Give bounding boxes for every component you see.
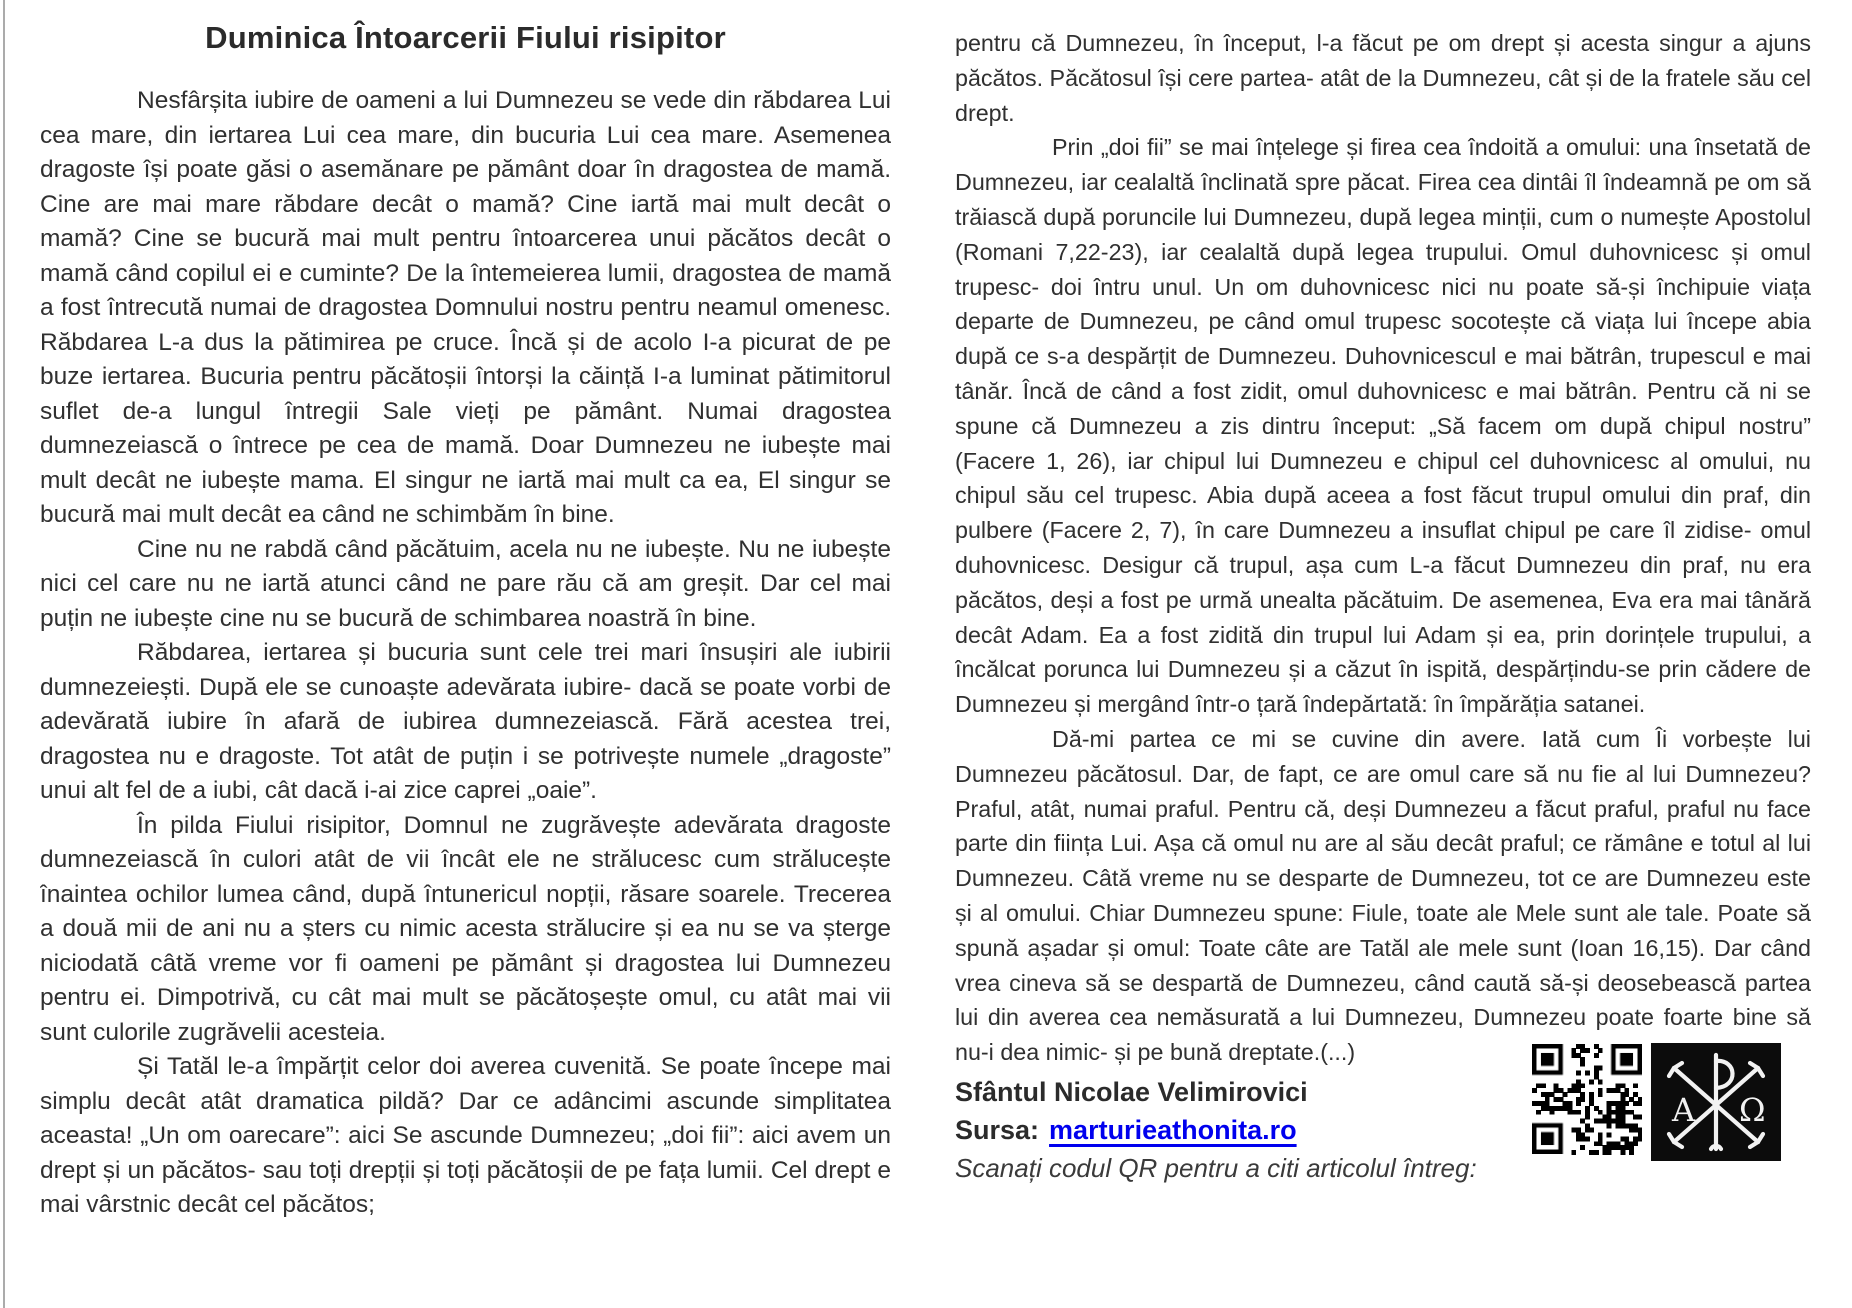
paragraph: Și Tatăl le-a împărțit celor doi averea cuvenită. Se poate începe mai simplu decât atât dramatica pildă? Dar ce adâncimi ascunde simplitatea aceasta! „Un om oarecare”: aici Se ascunde Dumnezeu; „doi fii”: aici avem un drept și un păcătos- sau toți drepții și toți păcătoșii de pe fața lumii. Cel drept e mai vârstnic decât cel păcătos;	[40, 1053, 891, 1218]
chi-rho-icon	[1651, 1043, 1781, 1161]
article-footer	[955, 1073, 1811, 1233]
paragraph: Răbdarea, iertarea și bucuria sunt cele trei mari însușiri ale iubirii dumnezeiești. După ele se cunoaște adevărata iubire- dacă se poate vorbi de adevărată iubire în afară de iubirea dumnezeiască. Fără acestea trei, dragostea nu e dragoste. Tot atât de puțin i se potrivește numele „dragoste” unui alt fel de a iubi, cât dacă i-ai zice caprei „oaie”.	[40, 639, 891, 804]
omega-letter: Ω	[1739, 1090, 1766, 1129]
author-name: Sfântul Nicolae Velimirovici	[955, 1076, 1308, 1107]
paragraph: Nesfârșita iubire de oameni a lui Dumnezeu se vede din răbdarea Lui cea mare, din iertarea Lui cea mare, din bucuria Lui cea mare. Asemenea dragoste își poate găsi o asemănare pe pământ doar în dragostea de mamă. Cine are mai mare răbdare decât o mamă? Cine iartă mai mult decât o mamă? Cine se bucură mai mult pentru întoarcerea unui păcătos decât o mamă când copilul ei e cuminte? De la întemeierea lumii, dragostea de mamă a fost întrecută numai de dragostea Domnului nostru pentru neamul omenesc. Răbdarea L-a dus la pătimirea pe cruce. Încă și de acolo I-a picurat de pe buze iertarea. Bucuria pentru păcătoșii întorși la căință I-a luminat pătimitorul suflet de-a lungul întregii Sale vieți pe pământ. Numai dragostea dumnezeiască o întrece pe cea de mamă. Doar Dumnezeu ne iubește mai mult decât ne iubește mama. El singur ne iartă mai mult ca ea, El singur se bucură mai mult decât ea când ne schimbăm în bine.	[40, 87, 891, 528]
qr-emblem-group	[1531, 1043, 1781, 1161]
left-column	[40, 0, 891, 1308]
paragraph: Prin „doi fii” se mai înțelege și firea cea îndoită a omului: una însetată de Dumnezeu, iar cealaltă înclinată spre păcat. Firea cea dintâi îl îndeamnă pe om să trăiască după poruncile lui Dumnezeu, după legea minții, cum o numește Apostolul (Romani 7,22-23), iar cealaltă după legea trupului. Omul duhovnicesc și omul trupesc- doi întru unul. Un om duhovnicesc nici nu poate să-și închipuie viața departe de Dumnezeu, pe când omul trupesc socotește că viața lui începe abia după ce s-a despărțit de Dumnezeu. Duhovnicescul e mai bătrân, trupescul e mai tânăr. Încă de când a fost zidit, omul duhovnicesc e mai bătrân. Pentru că ni se spune că Dumnezeu a zis dintru început: „Să facem om după chipul nostru” (Facere 1, 26), iar chipul lui Dumnezeu e chipul cel duhovnicesc al omului, nu chipul său cel trupesc. Abia după aceea a fost făcut trupul omului din praf, din pulbere (Facere 2, 7), în care Dumnezeu a insuflat chipul pe care îl zidise- omul duhovnicesc. Desigur că trupul, așa cum L-a făcut Dumnezeu din praf, nu era păcătos, deși a fost pe urmă unealta păcătuim. De asemenea, Eva era mai tânără decât Adam. Ea a fost zidită din trupul lui Adam și ea, prin dorințele trupului, a încălcat porunca lui Dumnezeu și a căzut în ispită, despărțindu-se prin cădere de Dumnezeu și mergând într-o țară îndepărtată: în împărăția satanei.	[955, 134, 1811, 718]
paragraph-continuation: pentru că Dumnezeu, în început, l-a făcut pe om drept și acesta singur a ajuns păcătos. Păcătosul își cere partea- atât de la Dumnezeu, cât și de la fratele său cel drept.	[955, 30, 1811, 126]
qr-code-icon	[1531, 1043, 1643, 1157]
source-label: Sursa:	[955, 1114, 1040, 1145]
paragraph: Dă-mi partea ce mi se cuvine din avere. Iată cum Îi vorbește lui Dumnezeu păcătosul. Dar, de fapt, ce are omul care să nu fie al lui Dumnezeu? Praful, atât, numai praful. Pentru că, deși Dumnezeu a făcut praful, praful nu face parte din ființa Lui. Așa că omul nu are al său decât praful; ce rămâne e totul al lui Dumnezeu. Câtă vreme nu se desparte de Dumnezeu, tot ce are Dumnezeu este și al omului. Chiar Dumnezeu spune: Fiule, toate ale Mele sunt ale tale. Poate să spună așadar și omul: Toate câte are Tatăl ale mele sunt (Ioan 16,15). Dar când vrea cineva să se despartă de Dumnezeu, când caută să-și deosebească partea lui din averea cea nemăsurată a lui Dumnezeu, Dumnezeu poate foarte bine să nu-i dea nimic- și pe bună dreptate.(...)	[955, 725, 1811, 1066]
article-title: Duminica Întoarcerii Fiului risipitor	[205, 20, 726, 55]
right-column	[955, 0, 1811, 1308]
paragraph: În pilda Fiului risipitor, Domnul ne zugrăvește adevărata dragoste dumnezeiască în culori atât de vii încât ele ne strălucesc cum strălucește înaintea ochilor lumea când, după întunericul nopții, răsare soarele. Trecerea a două mii de ani nu a șters cu nimic acesta strălucire și ea nu se va șterge niciodată câtă vreme vor fi oameni pe pământ și dragostea lui Dumnezeu pentru ei. Dimpotrivă, cu cât mai mult se păcătoșește omul, cu atât mai vii sunt culorile zugrăvelii acesteia.	[40, 811, 891, 1046]
alpha-letter: Α	[1672, 1090, 1696, 1129]
paragraph: Cine nu ne rabdă când păcătuim, acela nu ne iubește. Nu ne iubește nici cel care nu ne iartă atunci când ne pare rău că am greșit. Dar cel mai puțin ne iubește cine nu se bucură de schimbarea noastră în bine.	[40, 535, 891, 632]
two-column-layout	[40, 0, 1811, 1308]
qr-instruction: Scanați codul QR pentru a citi articolul întreg:	[955, 1152, 1477, 1183]
source-link[interactable]: marturieathonita.ro	[1049, 1114, 1297, 1145]
page-border	[3, 0, 5, 1308]
